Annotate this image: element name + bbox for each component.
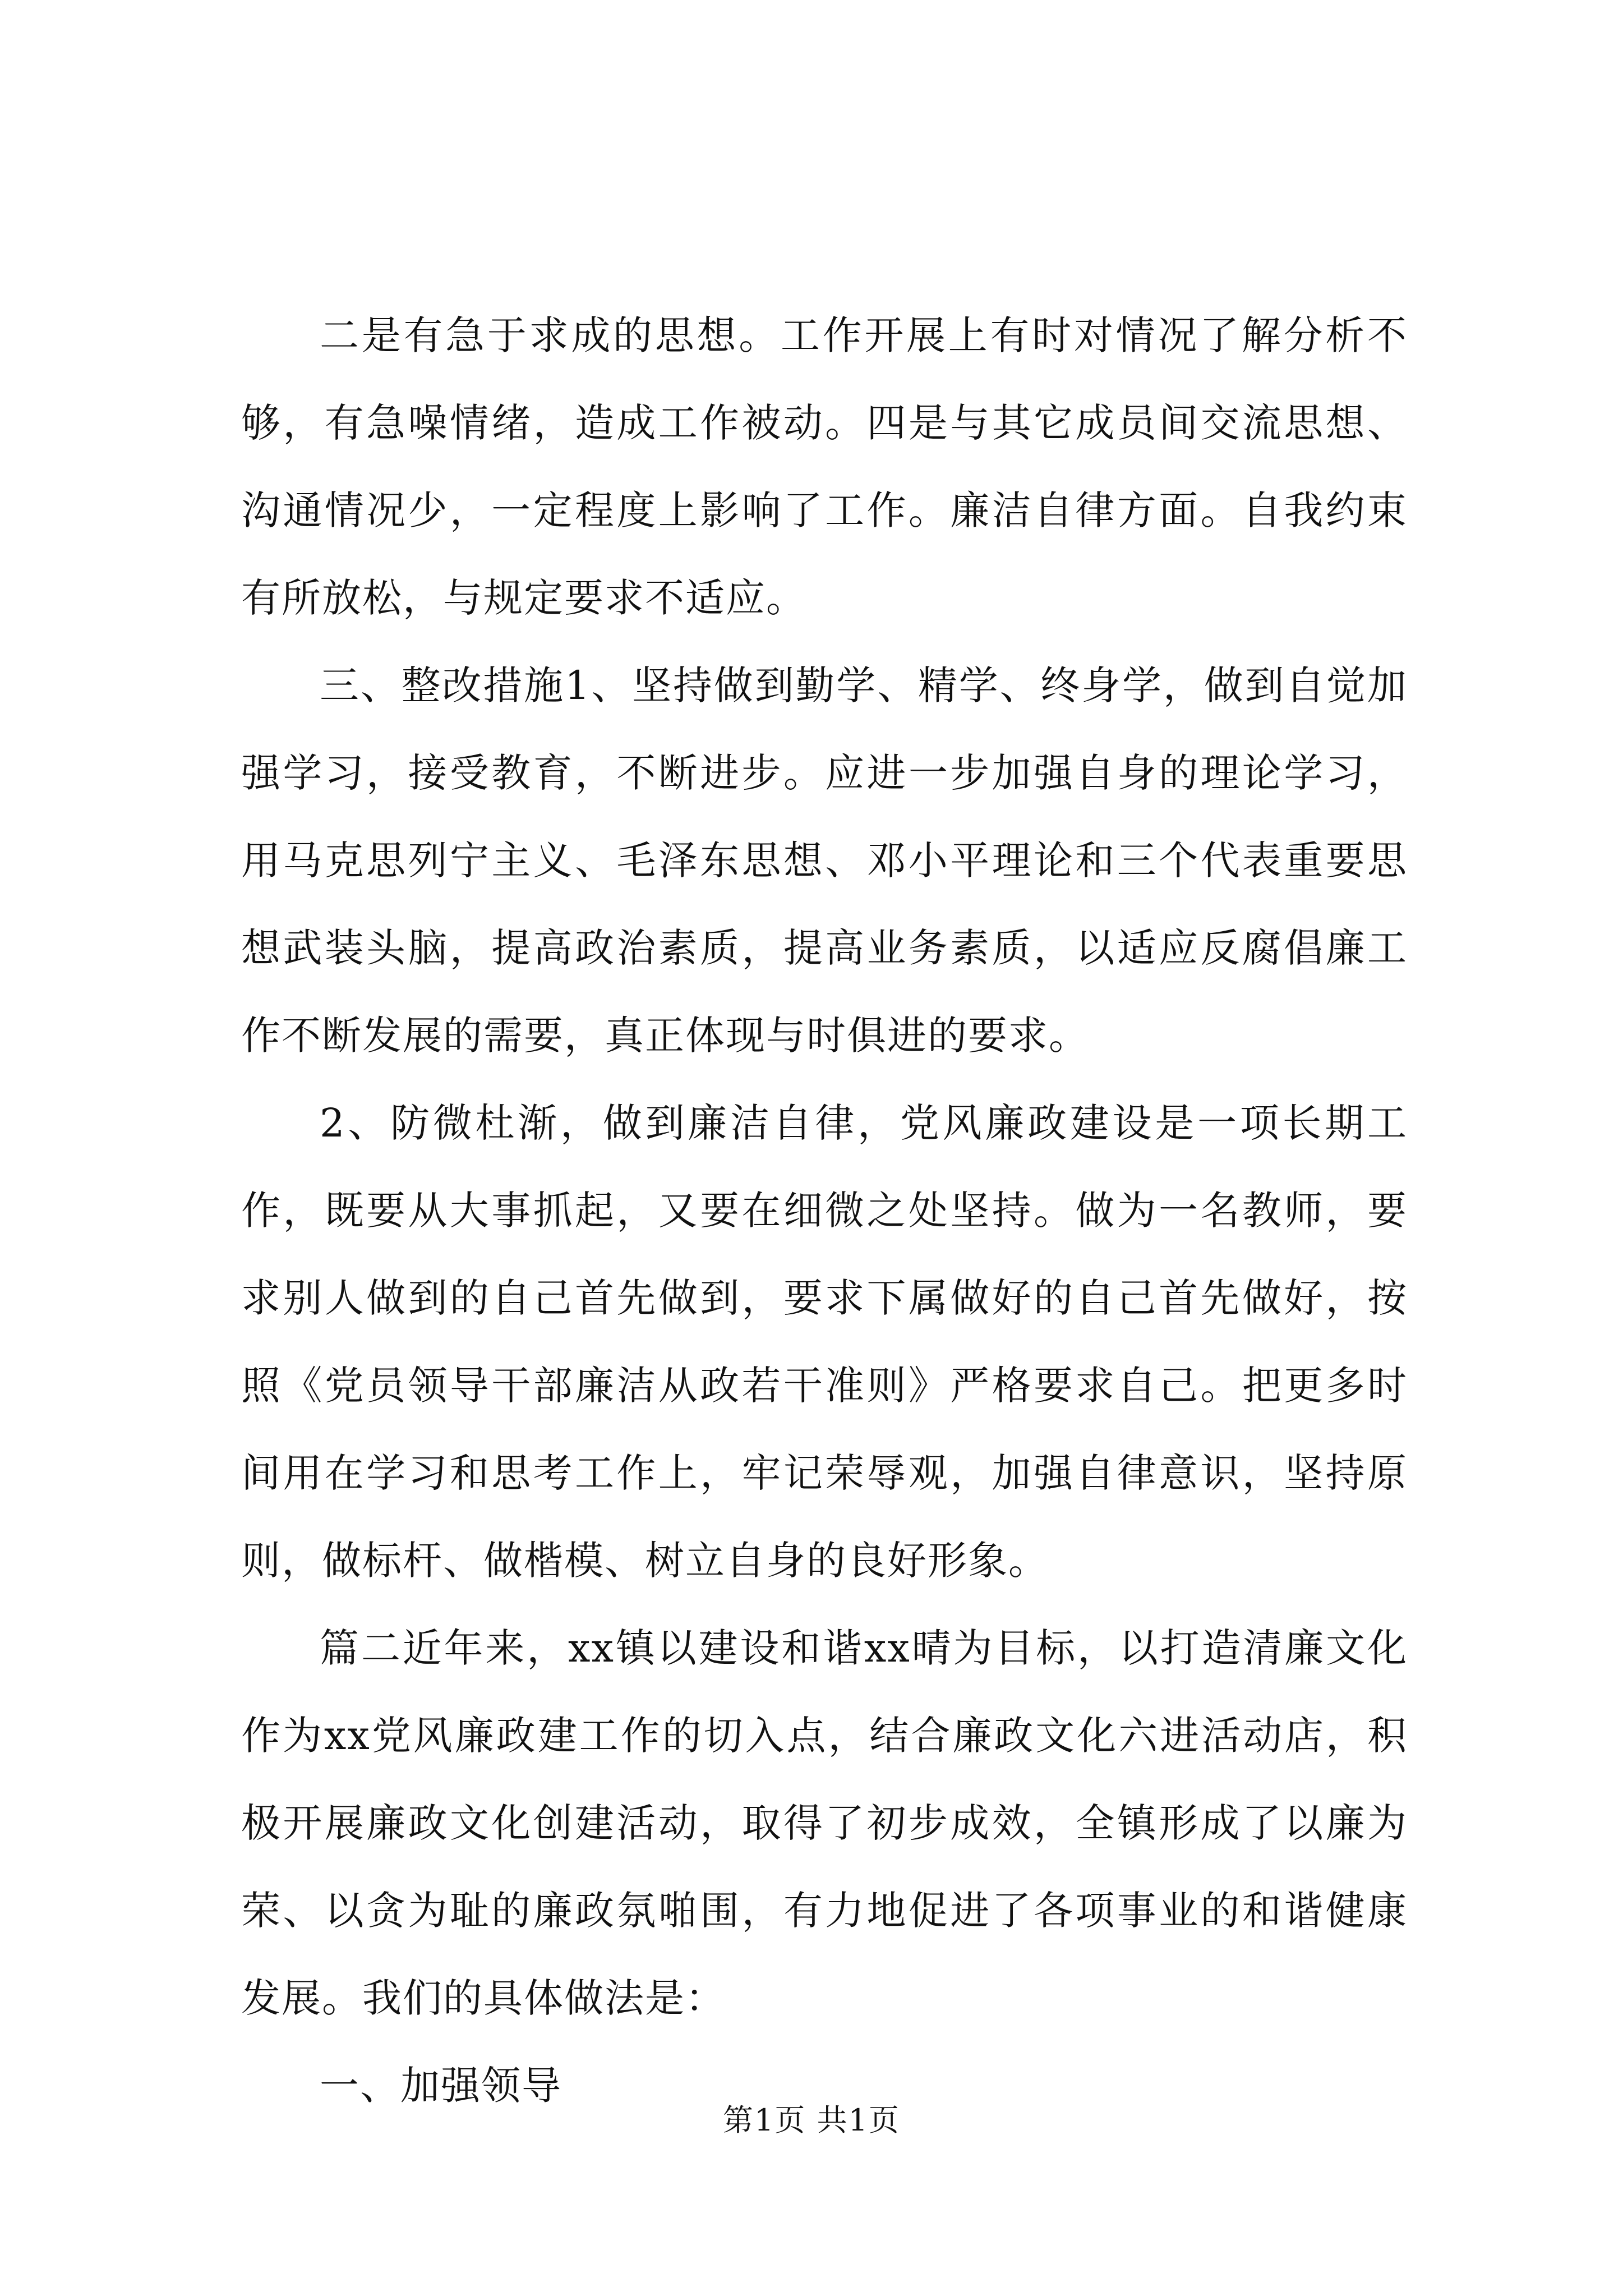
page-footer: 第1页 共1页 bbox=[723, 2102, 900, 2138]
paragraph-5: 一、加强领导 bbox=[320, 2063, 562, 2109]
document-body bbox=[241, 292, 1408, 2129]
paragraph-3: 2、防微杜渐，做到廉洁自律，党风廉政建设是一项长期工作，既要从大事抓起，又要在细微之处坚持。做为一名教师，要求别人做到的自己首先做到，要求下属做好的自己首先做好，按照《党员领导干部廉洁从政若干准则》严格要求自己。把更多时间用在学习和思考工作上，牢记荣辱观，加强自律意识，坚持原则，做标杆、做楷模、树立自身的良好形象。 bbox=[241, 1100, 1408, 1584]
paragraph-4: 篇二近年来，xx镇以建设和谐xx晴为目标，以打造清廉文化作为xx党风廉政建工作的切入点，结合廉政文化六进活动店，积极开展廉政文化创建活动，取得了初步成效，全镇形成了以廉为荣、以贪为耻的廉政氛啪围，有力地促进了各项事业的和谐健康发展。我们的具体做法是： bbox=[241, 1625, 1408, 2021]
paragraph-2: 三、整改措施1、坚持做到勤学、精学、终身学，做到自觉加强学习，接受教育，不断进步。应进一步加强自身的理论学习，用马克思列宁主义、毛泽东思想、邓小平理论和三个代表重要思想武装头脑，提高政治素质，提高业务素质，以适应反腐倡廉工作不断发展的需要，真正体现与时俱进的要求。 bbox=[241, 662, 1408, 1059]
paragraph-1: 二是有急于求成的思想。工作开展上有时对情况了解分析不够，有急噪情绪，造成工作被动。四是与其它成员间交流思想、沟通情况少，一定程度上影响了工作。廉洁自律方面。自我约束有所放松，与规定要求不适应。 bbox=[241, 312, 1408, 621]
